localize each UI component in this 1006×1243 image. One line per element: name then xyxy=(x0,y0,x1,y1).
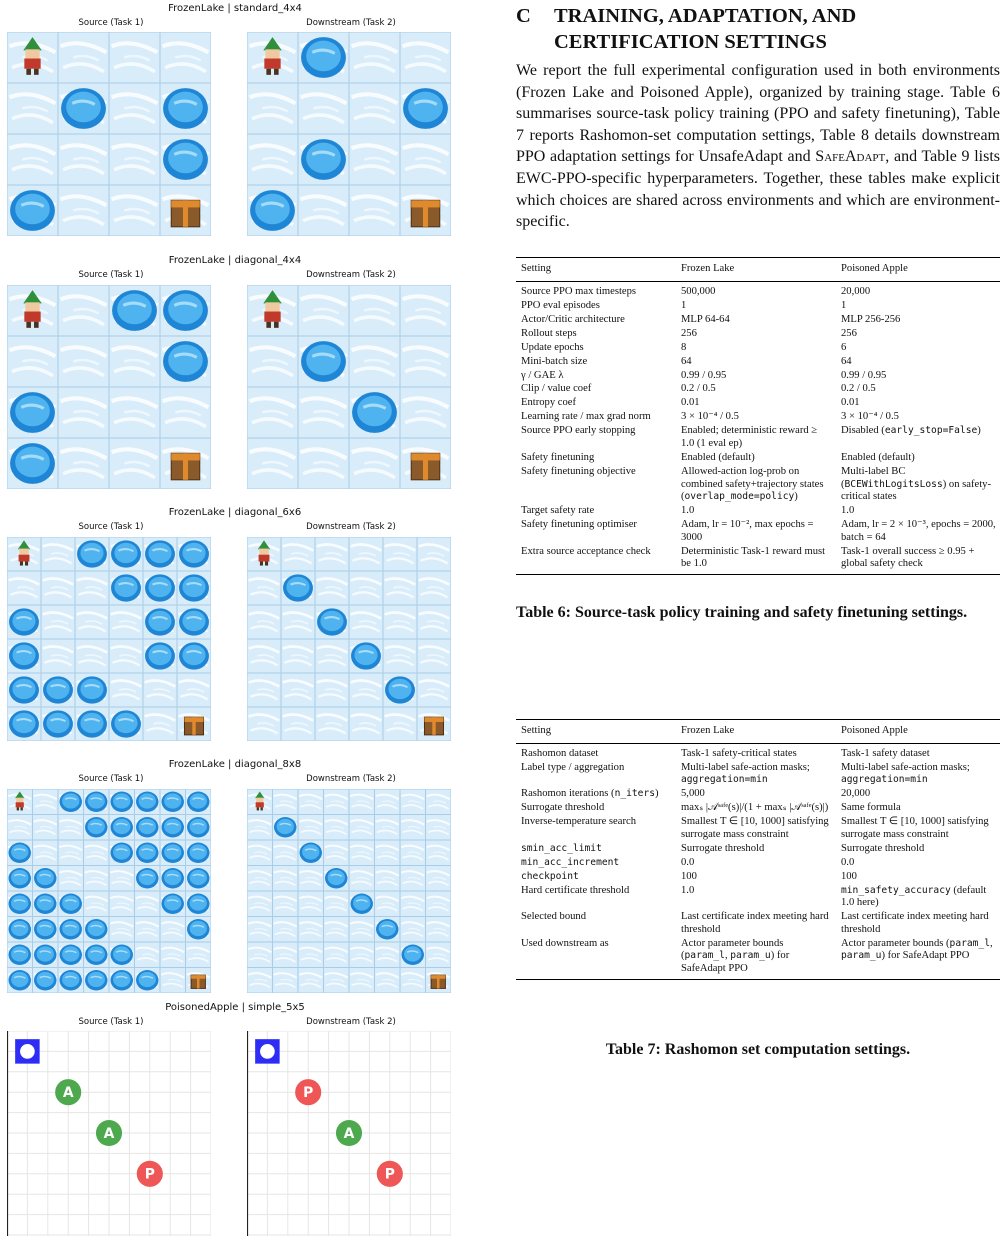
hole-icon xyxy=(111,945,133,965)
table-cell: Update epochs xyxy=(521,341,584,353)
hole-icon xyxy=(77,710,107,737)
hole-icon xyxy=(317,608,347,635)
hole-icon xyxy=(351,894,373,914)
table-row xyxy=(516,370,1000,384)
table-cell: 20,000 xyxy=(841,285,871,297)
table-cell: 3 × 10⁻⁴ / 0.5 xyxy=(841,411,899,423)
hole-icon xyxy=(85,919,107,939)
gift-goal-icon xyxy=(191,975,205,988)
svg-text:A: A xyxy=(62,1085,74,1102)
hole-icon xyxy=(9,676,39,703)
table-row xyxy=(516,762,1000,789)
table-cell: 64 xyxy=(841,355,852,367)
table-cell: Surrogate threshold xyxy=(681,842,765,854)
table-row xyxy=(516,328,1000,342)
hole-icon xyxy=(34,919,56,939)
table-cell: Task-1 safety-critical states xyxy=(681,747,797,759)
table-cell: Extra source acceptance check xyxy=(516,546,676,575)
table-cell: Actor/Critic architecture xyxy=(521,313,625,325)
table-cell: min_acc_increment xyxy=(521,856,620,868)
gift-goal-icon xyxy=(431,975,445,988)
table-cell: Smallest T ∈ [10, 1000] satisfying surrogate mass constraint xyxy=(841,816,989,840)
hole-icon xyxy=(60,945,82,965)
hole-icon xyxy=(9,945,31,965)
table-row xyxy=(516,397,1000,411)
hole-icon xyxy=(77,540,107,567)
source-grid xyxy=(7,285,211,489)
source-label: Source (Task 1) xyxy=(78,270,144,280)
table-cell: Enabled; deterministic reward ≥ 1.0 (1 eval ep) xyxy=(681,425,818,450)
table-cell: 256 xyxy=(681,327,697,339)
table-cell: 8 xyxy=(681,341,687,353)
downstream-grid xyxy=(247,1031,451,1236)
hole-icon xyxy=(60,970,82,990)
hole-icon xyxy=(179,608,209,635)
t6-header-setting: Setting xyxy=(516,258,676,282)
hole-icon xyxy=(111,817,133,837)
hole-icon xyxy=(10,190,55,231)
hole-icon xyxy=(187,868,209,888)
table-cell: 0.2 / 0.5 xyxy=(681,383,716,395)
table-cell: Selected bound xyxy=(521,911,587,923)
hole-icon xyxy=(145,540,175,567)
table-cell: Source PPO max timesteps xyxy=(521,285,637,297)
svg-text:P: P xyxy=(144,1166,155,1183)
table-cell: 3 × 10⁻⁴ / 0.5 xyxy=(681,411,739,423)
table-cell: Same formula xyxy=(841,802,901,814)
table-row xyxy=(516,546,1000,575)
table-cell: MLP 256-256 xyxy=(841,313,901,325)
table-cell: PPO eval episodes xyxy=(521,299,600,311)
table-cell: 100 xyxy=(681,870,697,882)
table-7 xyxy=(516,719,1000,980)
poison-icon xyxy=(295,1079,321,1105)
table-cell: 0.0 xyxy=(681,856,695,868)
table-cell: checkpoint xyxy=(521,870,579,882)
gift-goal-icon xyxy=(411,200,440,227)
table-cell: MLP 64-64 xyxy=(681,313,730,325)
table-cell: Mini-batch size xyxy=(521,355,588,367)
hole-icon xyxy=(179,642,209,669)
table-cell: 5,000 xyxy=(681,788,705,800)
table-cell: Learning rate / max grad norm xyxy=(521,411,651,423)
table-cell: 100 xyxy=(841,870,857,882)
table-7-caption: Table 7: Rashomon set computation settings. xyxy=(605,1041,911,1058)
table-row xyxy=(516,938,1000,979)
hole-icon xyxy=(402,945,424,965)
hole-icon xyxy=(10,443,55,484)
downstream-grid xyxy=(247,789,451,993)
hole-icon xyxy=(145,642,175,669)
hole-icon xyxy=(179,574,209,601)
svg-text:P: P xyxy=(303,1085,314,1102)
intro-paragraph xyxy=(516,60,1000,233)
hole-icon xyxy=(376,919,398,939)
downstream-label: Downstream (Task 2) xyxy=(306,774,396,784)
table-cell: Enabled (default) xyxy=(681,452,755,464)
gift-goal-icon xyxy=(424,717,443,735)
section-heading xyxy=(516,3,856,55)
table-cell: Surrogate threshold xyxy=(521,802,605,814)
text-column xyxy=(516,0,1000,1243)
hole-icon xyxy=(111,574,141,601)
hole-icon xyxy=(60,919,82,939)
source-grid xyxy=(7,537,211,741)
table-cell: Surrogate threshold xyxy=(841,842,925,854)
svg-text:P: P xyxy=(384,1166,395,1183)
hole-icon xyxy=(136,792,158,812)
section-number: C xyxy=(516,5,531,27)
table-row xyxy=(516,314,1000,328)
table-row xyxy=(516,411,1000,425)
hole-icon xyxy=(9,970,31,990)
t6-header-frozenlake: Frozen Lake xyxy=(676,258,836,282)
table-cell: 20,000 xyxy=(841,788,871,800)
hole-icon xyxy=(85,792,107,812)
table-cell: smin_acc_limit xyxy=(521,842,602,854)
downstream-label: Downstream (Task 2) xyxy=(306,18,396,28)
svg-text:A: A xyxy=(343,1125,355,1142)
panel-title: FrozenLake | standard_4x4 xyxy=(168,3,302,14)
table-row xyxy=(516,300,1000,314)
table-cell: min_safety_accuracy (default 1.0 here) xyxy=(841,884,987,909)
hole-icon xyxy=(301,139,346,180)
gift-goal-icon xyxy=(171,453,200,480)
table-cell: Safety finetuning objective xyxy=(521,466,636,477)
poison-icon xyxy=(137,1161,163,1187)
table-cell: 1.0 xyxy=(841,505,855,517)
apple-icon xyxy=(55,1079,81,1105)
panel-title: FrozenLake | diagonal_6x6 xyxy=(168,507,302,518)
downstream-label: Downstream (Task 2) xyxy=(306,270,396,280)
apple-icon xyxy=(96,1120,122,1146)
figure-panel xyxy=(0,0,470,1243)
table-cell: 1 xyxy=(681,299,687,311)
table-cell: Multi-label safe-action masks; aggregation=min xyxy=(681,761,810,786)
gift-goal-icon xyxy=(184,717,203,735)
t7-header-frozenlake: Frozen Lake xyxy=(676,720,836,744)
table-cell: Task-1 overall success ≥ 0.95 + global safety check xyxy=(836,546,1000,575)
source-label: Source (Task 1) xyxy=(78,774,144,784)
hole-icon xyxy=(325,868,347,888)
source-label: Source (Task 1) xyxy=(78,18,144,28)
intro-part2: , and Table 9 lists EWC-PPO-specific hyperparameters. Together, these tables make explicit which choices are shared across environments and which are environment-specific. xyxy=(516,148,1000,231)
t7-header-setting: Setting xyxy=(516,720,676,744)
table-cell: 6 xyxy=(841,341,847,353)
hole-icon xyxy=(34,970,56,990)
table-cell: Allowed-action log-prob on combined safety+trajectory states (overlap_mode=policy) xyxy=(681,466,824,503)
table-cell: 1.0 xyxy=(681,884,695,896)
hole-icon xyxy=(274,817,296,837)
hole-icon xyxy=(34,894,56,914)
table-cell: 0.01 xyxy=(841,397,860,409)
table-row xyxy=(516,505,1000,519)
hole-icon xyxy=(136,843,158,863)
hole-icon xyxy=(9,642,39,669)
table-row xyxy=(516,788,1000,802)
gift-goal-icon xyxy=(171,200,200,227)
hole-icon xyxy=(187,919,209,939)
section-title-line2: CERTIFICATION SETTINGS xyxy=(554,31,827,53)
table-cell: Hard certificate threshold xyxy=(521,884,630,896)
table-cell: Entropy coef xyxy=(521,397,577,409)
hole-icon xyxy=(111,792,133,812)
table-cell: Multi-label BC (BCEWithLogitsLoss) on safety-critical states xyxy=(841,466,991,503)
hole-icon xyxy=(9,710,39,737)
table-cell: Adam, lr = 2 × 10⁻³, epochs = 2000, batch = 64 xyxy=(841,519,996,543)
hole-icon xyxy=(162,843,184,863)
table-cell: Disabled (early_stop=False) xyxy=(841,425,981,437)
table-row xyxy=(516,843,1000,857)
table-row xyxy=(516,342,1000,356)
hole-icon xyxy=(250,190,295,231)
section-title-line1: TRAINING, ADAPTATION, AND xyxy=(554,5,857,27)
table-cell: Rashomon dataset xyxy=(521,747,599,759)
hole-icon xyxy=(34,945,56,965)
hole-icon xyxy=(163,139,208,180)
hole-icon xyxy=(352,392,397,433)
table-row xyxy=(516,816,1000,843)
table-cell: Last certificate index meeting hard threshold xyxy=(681,911,829,935)
table-cell: γ / GAE λ xyxy=(521,369,564,381)
hole-icon xyxy=(162,817,184,837)
hole-icon xyxy=(77,676,107,703)
table-row xyxy=(516,885,1000,912)
table-row xyxy=(516,425,1000,452)
hole-icon xyxy=(145,574,175,601)
table-cell: Safety finetuning optimiser xyxy=(521,519,637,531)
hole-icon xyxy=(187,843,209,863)
table-cell: 0.01 xyxy=(681,397,700,409)
source-label: Source (Task 1) xyxy=(78,522,144,532)
hole-icon xyxy=(162,868,184,888)
hole-icon xyxy=(111,970,133,990)
table-6-caption: Table 6: Source-task policy training and safety finetuning settings. xyxy=(516,604,968,621)
hole-icon xyxy=(9,868,31,888)
agent-icon xyxy=(15,1039,39,1063)
hole-icon xyxy=(163,341,208,382)
table-row xyxy=(516,281,1000,299)
table-row xyxy=(516,871,1000,885)
table-cell: maxₛ |𝒜ˢᵃᶠᵉ(s)|/(1 + maxₛ |𝒜ˢᵃᶠᵉ(s)|) xyxy=(681,802,829,814)
downstream-label: Downstream (Task 2) xyxy=(306,522,396,532)
hole-icon xyxy=(187,792,209,812)
t6-header-poisonedapple: Poisoned Apple xyxy=(836,258,1000,282)
hole-icon xyxy=(187,894,209,914)
hole-icon xyxy=(300,843,322,863)
hole-icon xyxy=(162,792,184,812)
hole-icon xyxy=(60,894,82,914)
hole-icon xyxy=(136,868,158,888)
source-grid xyxy=(7,32,211,236)
hole-icon xyxy=(163,88,208,129)
hole-icon xyxy=(385,676,415,703)
table-row xyxy=(516,743,1000,761)
table-row xyxy=(516,356,1000,370)
table-cell: 1 xyxy=(841,299,847,311)
downstream-label: Downstream (Task 2) xyxy=(306,1017,396,1027)
hole-icon xyxy=(179,540,209,567)
table-cell: 1.0 xyxy=(681,505,695,517)
table-cell: Label type / aggregation xyxy=(521,761,625,773)
hole-icon xyxy=(43,710,73,737)
hole-icon xyxy=(43,676,73,703)
downstream-grid xyxy=(247,537,451,741)
table-cell: 0.2 / 0.5 xyxy=(841,383,876,395)
table-cell: Enabled (default) xyxy=(841,452,915,464)
table-row xyxy=(516,857,1000,871)
table-cell: Rollout steps xyxy=(521,327,577,339)
hole-icon xyxy=(403,88,448,129)
intro-safeadapt: SafeAdapt xyxy=(815,148,886,166)
table-row xyxy=(516,519,1000,546)
table-row xyxy=(516,452,1000,466)
table-cell: Actor parameter bounds (param_l, param_u) for SafeAdapt PPO xyxy=(836,938,1000,979)
hole-icon xyxy=(162,894,184,914)
hole-icon xyxy=(111,710,141,737)
table-cell: Smallest T ∈ [10, 1000] satisfying surrogate mass constraint xyxy=(681,816,829,840)
hole-icon xyxy=(145,608,175,635)
hole-icon xyxy=(9,894,31,914)
hole-icon xyxy=(283,574,313,601)
gift-goal-icon xyxy=(411,453,440,480)
hole-icon xyxy=(34,868,56,888)
t7-header-poisonedapple: Poisoned Apple xyxy=(836,720,1000,744)
table-cell: Target safety rate xyxy=(521,505,595,517)
hole-icon xyxy=(85,945,107,965)
hole-icon xyxy=(136,970,158,990)
table-row xyxy=(516,383,1000,397)
hole-icon xyxy=(85,817,107,837)
svg-text:A: A xyxy=(103,1125,115,1142)
panel-title: PoisonedApple | simple_5x5 xyxy=(165,1002,305,1013)
hole-icon xyxy=(351,642,381,669)
table-cell: Task-1 safety dataset xyxy=(841,747,930,759)
table-cell: Clip / value coef xyxy=(521,383,592,395)
table-cell: 0.99 / 0.95 xyxy=(841,369,887,381)
table-row xyxy=(516,911,1000,938)
table-cell: Rashomon iterations (n_iters) xyxy=(521,788,659,800)
table-cell: Last certificate index meeting hard threshold xyxy=(841,911,989,935)
table-row xyxy=(516,466,1000,505)
table-cell: Inverse-temperature search xyxy=(521,816,636,828)
poison-icon xyxy=(377,1161,403,1187)
table-cell: 256 xyxy=(841,327,857,339)
hole-icon xyxy=(112,290,157,331)
table-cell: Source PPO early stopping xyxy=(521,425,636,437)
table-cell: Safety finetuning xyxy=(521,452,595,464)
hole-icon xyxy=(163,290,208,331)
hole-icon xyxy=(85,970,107,990)
source-label: Source (Task 1) xyxy=(78,1017,144,1027)
source-grid xyxy=(7,789,211,993)
hole-icon xyxy=(187,817,209,837)
hole-icon xyxy=(60,792,82,812)
table-cell: Used downstream as xyxy=(516,938,676,979)
hole-icon xyxy=(9,843,31,863)
source-grid xyxy=(7,1031,211,1236)
hole-icon xyxy=(111,843,133,863)
table-cell: 64 xyxy=(681,355,692,367)
table-cell: Adam, lr = 10⁻², max epochs = 3000 xyxy=(681,519,814,543)
downstream-grid xyxy=(247,32,451,236)
hole-icon xyxy=(61,88,106,129)
table-cell: 0.0 xyxy=(841,856,855,868)
table-cell: Deterministic Task-1 reward must be 1.0 xyxy=(676,546,836,575)
apple-icon xyxy=(336,1120,362,1146)
hole-icon xyxy=(9,608,39,635)
hole-icon xyxy=(301,37,346,78)
hole-icon xyxy=(136,817,158,837)
hole-icon xyxy=(9,919,31,939)
downstream-grid xyxy=(247,285,451,489)
table-cell: 0.99 / 0.95 xyxy=(681,369,727,381)
panel-title: FrozenLake | diagonal_4x4 xyxy=(168,255,302,266)
agent-icon xyxy=(255,1039,279,1063)
intro-part1: We report the full experimental configuration used in both environments (Frozen Lake and Poisoned Apple), organized by training stage. Table 6 summarises source-task policy training (PPO and safety finetuning), Table 7 reports Rashomon-set computation settings, Table 8 details downstream PPO adaptation settings for UnsafeAdapt and xyxy=(516,62,1000,166)
hole-icon xyxy=(301,341,346,382)
table-6 xyxy=(516,257,1000,575)
table-cell: Actor parameter bounds (param_l, param_u) for SafeAdapt PPO xyxy=(676,938,836,979)
table-cell: Multi-label safe-action masks; aggregation=min xyxy=(841,761,970,786)
panel-title: FrozenLake | diagonal_8x8 xyxy=(168,759,302,770)
table-cell: 500,000 xyxy=(681,285,716,297)
hole-icon xyxy=(111,540,141,567)
table-row xyxy=(516,802,1000,816)
hole-icon xyxy=(10,392,55,433)
